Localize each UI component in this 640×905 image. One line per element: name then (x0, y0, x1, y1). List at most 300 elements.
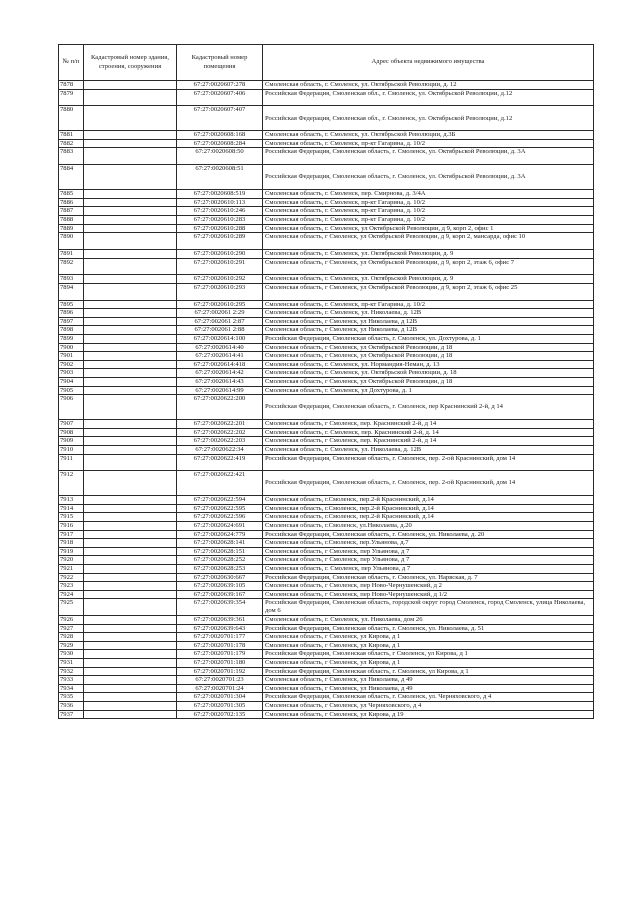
document-page (58, 44, 593, 719)
row-number-cell: 7903 (59, 369, 84, 378)
premises-cadastral-cell: 67:27:002061 2:29 (177, 309, 263, 318)
premises-cadastral-cell: 67:27:0020622:596 (177, 513, 263, 522)
row-number-cell: 7923 (59, 582, 84, 591)
premises-cadastral-cell: 67:27:0020610:292 (177, 275, 263, 284)
table-row (59, 343, 594, 352)
row-number-cell: 7915 (59, 513, 84, 522)
row-number-cell: 7881 (59, 131, 84, 140)
address-cell: Российская Федерация, Смоленская область, городской округ город Смоленск, город Смоленск, улица Николаева, дом 6 (263, 599, 594, 616)
premises-cadastral-cell: 67:27:0020614:418 (177, 360, 263, 369)
building-cadastral-cell (84, 89, 177, 106)
building-cadastral-cell (84, 139, 177, 148)
row-number-cell: 7882 (59, 139, 84, 148)
premises-cadastral-cell: 67:27:0020607:406 (177, 89, 263, 106)
row-number-cell: 7886 (59, 198, 84, 207)
row-number-cell: 7888 (59, 215, 84, 224)
premises-cadastral-cell: 67:27:0020639:361 (177, 616, 263, 625)
address-cell: Российская Федерация, Смоленская область, г. Смоленск, ул. Николаева, д. 51 (263, 624, 594, 633)
address-cell: Российская Федерация, Смоленская область, г. Смоленск, ул. Черняховского, д 4 (263, 693, 594, 702)
building-cadastral-cell (84, 386, 177, 395)
building-cadastral-cell (84, 633, 177, 642)
table-row (59, 445, 594, 454)
building-cadastral-cell (84, 131, 177, 140)
table-row (59, 258, 594, 275)
table-row (59, 352, 594, 361)
row-number-cell: 7898 (59, 326, 84, 335)
building-cadastral-cell (84, 504, 177, 513)
premises-cadastral-cell: 67:27:0020614:100 (177, 335, 263, 344)
table-row (59, 395, 594, 420)
premises-cadastral-cell: 67:27:0020607:407 (177, 106, 263, 131)
premises-cadastral-cell: 67:27:0020701:24 (177, 684, 263, 693)
premises-cadastral-cell: 67:27:0020622:203 (177, 437, 263, 446)
table-row (59, 207, 594, 216)
building-cadastral-cell (84, 395, 177, 420)
table-row (59, 710, 594, 719)
row-number-cell: 7912 (59, 471, 84, 496)
building-cadastral-cell (84, 300, 177, 309)
table-header-row (59, 45, 594, 81)
building-cadastral-cell (84, 106, 177, 131)
building-cadastral-cell (84, 378, 177, 387)
address-cell: Российская Федерация, Смоленская область, г. Смоленск, ул. Николаева, д. 20 (263, 530, 594, 539)
header-building-cadastral: Кадастровый номер здания, строения, сооружения (84, 45, 177, 81)
building-cadastral-cell (84, 233, 177, 250)
table-row (59, 81, 594, 90)
building-cadastral-cell (84, 360, 177, 369)
address-cell: Смоленская область, г.Смоленск, пер.2-й Краснинский, д.14 (263, 504, 594, 513)
premises-cadastral-cell: 67:27:0020622:594 (177, 496, 263, 505)
building-cadastral-cell (84, 283, 177, 300)
building-cadastral-cell (84, 420, 177, 429)
premises-cadastral-cell: 67:27:0020610:289 (177, 233, 263, 250)
premises-cadastral-cell: 67:27:0020614:40 (177, 343, 263, 352)
table-row (59, 198, 594, 207)
building-cadastral-cell (84, 335, 177, 344)
header-premises-cadastral: Кадастровый номер помещения (177, 45, 263, 81)
building-cadastral-cell (84, 693, 177, 702)
row-number-cell: 7908 (59, 428, 84, 437)
address-cell: Смоленская область, г Смоленск, ул Николаева, д 49 (263, 676, 594, 685)
address-cell: Смоленская область, г. Смоленск, пер. Смирнова, д. 3/4А (263, 190, 594, 199)
premises-cadastral-cell: 67:27:0020610:293 (177, 283, 263, 300)
row-number-cell: 7932 (59, 667, 84, 676)
address-cell: Смоленская область, г. Смоленск, ул Дохтурова, д. 1 (263, 386, 594, 395)
row-number-cell: 7917 (59, 530, 84, 539)
building-cadastral-cell (84, 676, 177, 685)
row-number-cell: 7930 (59, 650, 84, 659)
building-cadastral-cell (84, 659, 177, 668)
address-cell: Смоленская область, г Смоленск, ул Октябрьской Революции, д 18 (263, 343, 594, 352)
row-number-cell: 7884 (59, 165, 84, 190)
row-number-cell: 7929 (59, 641, 84, 650)
table-row (59, 590, 594, 599)
building-cadastral-cell (84, 684, 177, 693)
building-cadastral-cell (84, 81, 177, 90)
address-cell: Российская Федерация, Смоленская область, г. Смоленск, пер. 2-ой Краснинский, дом 14 (263, 454, 594, 471)
building-cadastral-cell (84, 428, 177, 437)
premises-cadastral-cell: 67:27:0020639:105 (177, 582, 263, 591)
premises-cadastral-cell: 67:27:0020622:200 (177, 395, 263, 420)
premises-cadastral-cell: 67:27:0020614:99 (177, 386, 263, 395)
table-row (59, 317, 594, 326)
address-cell: Смоленская область, г Смоленск, пер. Краснинский 2-й, д 14 (263, 437, 594, 446)
row-number-cell: 7914 (59, 504, 84, 513)
row-number-cell: 7910 (59, 445, 84, 454)
premises-cadastral-cell: 67:27:0020610:295 (177, 300, 263, 309)
premises-cadastral-cell: 67:27:0020701:305 (177, 702, 263, 711)
premises-cadastral-cell: 67:27:0020610:246 (177, 207, 263, 216)
building-cadastral-cell (84, 445, 177, 454)
table-row (59, 676, 594, 685)
table-row (59, 428, 594, 437)
address-cell: Смоленская область, г Смоленск, ул Кирова, д 19 (263, 710, 594, 719)
row-number-cell: 7927 (59, 624, 84, 633)
table-row (59, 215, 594, 224)
row-number-cell: 7879 (59, 89, 84, 106)
address-cell: Смоленская область, г. Смоленск, ул. Октябрьской Революции, д.3Б (263, 131, 594, 140)
row-number-cell: 7892 (59, 258, 84, 275)
premises-cadastral-cell: 67:27:0020614:42 (177, 369, 263, 378)
table-row (59, 360, 594, 369)
table-row (59, 650, 594, 659)
table-row (59, 386, 594, 395)
premises-cadastral-cell: 67:27:0020608:284 (177, 139, 263, 148)
address-cell: Смоленская область, г.Смоленск, ул.Николаева, д.20 (263, 521, 594, 530)
table-row (59, 233, 594, 250)
address-cell: Смоленская область, г. Смоленск, пр-кт Гагарина, д. 10/2 (263, 207, 594, 216)
building-cadastral-cell (84, 710, 177, 719)
table-row (59, 659, 594, 668)
address-cell: Смоленская область, г Смоленск, ул Октябрьской Революции, д 18 (263, 352, 594, 361)
row-number-cell: 7878 (59, 81, 84, 90)
table-row (59, 513, 594, 522)
address-cell: Российская Федерация, Смоленская область, г. Смоленск, ул. Нарвская, д. 7 (263, 573, 594, 582)
building-cadastral-cell (84, 667, 177, 676)
table-row (59, 702, 594, 711)
building-cadastral-cell (84, 309, 177, 318)
table-row (59, 496, 594, 505)
row-number-cell: 7935 (59, 693, 84, 702)
building-cadastral-cell (84, 641, 177, 650)
address-cell: Смоленская область, г. Смоленск, ул Октябрьской Революции, д 9, корп 2, офис 1 (263, 224, 594, 233)
table-row (59, 504, 594, 513)
address-cell: Смоленская область, г Смоленск, ул Октябрьской Революции, д 9, корп 2, этаж 6, офис 25 (263, 283, 594, 300)
table-row (59, 667, 594, 676)
building-cadastral-cell (84, 215, 177, 224)
table-row (59, 530, 594, 539)
building-cadastral-cell (84, 521, 177, 530)
address-cell: Смоленская область, г Смоленск, ул Кирова, д 1 (263, 633, 594, 642)
premises-cadastral-cell: 67:27:0020701:180 (177, 659, 263, 668)
address-cell: Смоленская область, г. Смоленск, ул. Нормандия-Неман, д. 13 (263, 360, 594, 369)
row-number-cell: 7916 (59, 521, 84, 530)
address-cell: Смоленская область, г Смоленск, ул Николаева, д 12В (263, 317, 594, 326)
building-cadastral-cell (84, 437, 177, 446)
premises-cadastral-cell: 67:27:0020628:151 (177, 547, 263, 556)
building-cadastral-cell (84, 190, 177, 199)
address-cell: Смоленская область, г Смоленск, пер. Краснинский 2-й, д 14 (263, 420, 594, 429)
premises-cadastral-cell: 67:27:0020639:643 (177, 624, 263, 633)
building-cadastral-cell (84, 369, 177, 378)
table-row (59, 641, 594, 650)
building-cadastral-cell (84, 317, 177, 326)
table-row (59, 378, 594, 387)
premises-cadastral-cell: 67:27:0020610:291 (177, 258, 263, 275)
address-cell: Российская Федерация, Смоленская область, г. Смоленск, ул Кирова, д 1 (263, 667, 594, 676)
premises-cadastral-cell: 67:27:0020701:23 (177, 676, 263, 685)
address-cell: Смоленская область, г. Смоленск, ул. Октябрьской Революции, д. 18 (263, 369, 594, 378)
row-number-cell: 7901 (59, 352, 84, 361)
building-cadastral-cell (84, 343, 177, 352)
row-number-cell: 7934 (59, 684, 84, 693)
premises-cadastral-cell: 67:27:0020614:41 (177, 352, 263, 361)
row-number-cell: 7893 (59, 275, 84, 284)
table-row (59, 89, 594, 106)
row-number-cell: 7900 (59, 343, 84, 352)
table-row (59, 539, 594, 548)
premises-cadastral-cell: 67:27:0020610:290 (177, 249, 263, 258)
premises-cadastral-cell: 67:27:0020701:177 (177, 633, 263, 642)
address-cell: Смоленская область, г. Смоленск, ул. Октябрьской Революции, д. 9 (263, 275, 594, 284)
address-cell: Российская Федерация, Смоленская область, г. Смоленск, пер. 2-ой Краснинский, дом 14 (263, 471, 594, 496)
row-number-cell: 7936 (59, 702, 84, 711)
address-cell: Смоленская область, г. Смоленск, ул. Николаева, д. 12В (263, 309, 594, 318)
address-cell: Смоленская область, г. Смоленск, пр-кт Гагарина, д. 10/2 (263, 215, 594, 224)
premises-cadastral-cell: 67:27:0020701:304 (177, 693, 263, 702)
table-row (59, 335, 594, 344)
address-cell: Смоленская область, г. Смоленск, ул. Октябрьской Революции, д. 12 (263, 81, 594, 90)
row-number-cell: 7895 (59, 300, 84, 309)
address-cell: Смоленская область, г Смоленск, ул Октябрьской Революции, д 18 (263, 378, 594, 387)
row-number-cell: 7902 (59, 360, 84, 369)
premises-cadastral-cell: 67:27:0020622:201 (177, 420, 263, 429)
premises-cadastral-cell: 67:27:0020610:283 (177, 215, 263, 224)
premises-cadastral-cell: 67:27:0020628:253 (177, 564, 263, 573)
address-cell: Смоленская область, г. Смоленск, ул. Николаева, дом 26 (263, 616, 594, 625)
row-number-cell: 7890 (59, 233, 84, 250)
address-cell: Смоленская область, г.Смоленск, пер.2-й Краснинский, д.14 (263, 496, 594, 505)
address-cell: Смоленская область, г.Смоленск, пер.2-й Краснинский, д.14 (263, 513, 594, 522)
table-row (59, 556, 594, 565)
building-cadastral-cell (84, 249, 177, 258)
table-row (59, 165, 594, 190)
address-cell: Российская Федерация, Смоленская обл., г. Смоленск, ул. Октябрьской Революции, д.12 (263, 89, 594, 106)
address-cell: Смоленская область, г Смоленск, пер Ново-Чернушенский, д 1/2 (263, 590, 594, 599)
premises-cadastral-cell: 67:27:0020624:779 (177, 530, 263, 539)
row-number-cell: 7926 (59, 616, 84, 625)
building-cadastral-cell (84, 513, 177, 522)
table-body (59, 81, 594, 719)
address-cell: Смоленская область, г Смоленск, пер Ново-Чернушенский, д 2 (263, 582, 594, 591)
premises-cadastral-cell: 67:27:0020607:278 (177, 81, 263, 90)
address-cell: Смоленская область, г. Смоленск, пр-кт Гагарина, д. 10/2 (263, 300, 594, 309)
table-row (59, 309, 594, 318)
address-cell: Российская Федерация, Смоленская область, г. Смоленск, пер Краснинский 2-й, д 14 (263, 395, 594, 420)
building-cadastral-cell (84, 582, 177, 591)
row-number-cell: 7933 (59, 676, 84, 685)
address-cell: Смоленская область, г. Смоленск, пр-кт Гагарина, д. 10/2 (263, 198, 594, 207)
row-number-cell: 7880 (59, 106, 84, 131)
header-number: № п/п (59, 45, 84, 81)
building-cadastral-cell (84, 496, 177, 505)
building-cadastral-cell (84, 471, 177, 496)
table-row (59, 420, 594, 429)
row-number-cell: 7937 (59, 710, 84, 719)
address-cell: Смоленская область, г. Смоленск, ул. Николаева, д. 12В (263, 445, 594, 454)
row-number-cell: 7885 (59, 190, 84, 199)
row-number-cell: 7925 (59, 599, 84, 616)
row-number-cell: 7911 (59, 454, 84, 471)
premises-cadastral-cell: 67:27:0020610:113 (177, 198, 263, 207)
premises-cadastral-cell: 67:27:0020608:519 (177, 190, 263, 199)
building-cadastral-cell (84, 224, 177, 233)
table-row (59, 582, 594, 591)
property-register-table (58, 44, 594, 719)
building-cadastral-cell (84, 198, 177, 207)
premises-cadastral-cell: 67:27:0020639:354 (177, 599, 263, 616)
premises-cadastral-cell: 67:27:0020622:419 (177, 454, 263, 471)
premises-cadastral-cell: 67:27:0020630:667 (177, 573, 263, 582)
table-row (59, 190, 594, 199)
table-row (59, 471, 594, 496)
premises-cadastral-cell: 67:27:0020701:179 (177, 650, 263, 659)
row-number-cell: 7921 (59, 564, 84, 573)
header-address: Адрес объекта недвижимого имущества (263, 45, 594, 81)
address-cell: Смоленская область, г Смоленск, ул Кирова, д 1 (263, 641, 594, 650)
table-row (59, 454, 594, 471)
building-cadastral-cell (84, 352, 177, 361)
building-cadastral-cell (84, 702, 177, 711)
row-number-cell: 7897 (59, 317, 84, 326)
premises-cadastral-cell: 67:27:002061 2:88 (177, 326, 263, 335)
premises-cadastral-cell: 67:27:0020622:34 (177, 445, 263, 454)
building-cadastral-cell (84, 616, 177, 625)
address-cell: Смоленская область, г Смоленск, ул Октябрьской Революции, д 9, корп 2, мансарда, офис 10 (263, 233, 594, 250)
address-cell: Смоленская область, г. Смоленск, пр-кт Гагарина, д. 10/2 (263, 139, 594, 148)
row-number-cell: 7887 (59, 207, 84, 216)
address-cell: Российская Федерация, Смоленская область, г. Смоленск, ул. Октябрьской Революции, д. 3А (263, 165, 594, 190)
address-cell: Смоленская область, г. Смоленск, пер Ульянова, д 7 (263, 564, 594, 573)
address-cell: Смоленская область, г Смоленск, ул Николаева, д 49 (263, 684, 594, 693)
address-cell: Смоленская область, г Смоленск, ул Октябрьской Революции, д 9, корп 2, этаж 6, офис 7 (263, 258, 594, 275)
row-number-cell: 7907 (59, 420, 84, 429)
table-row (59, 369, 594, 378)
row-number-cell: 7924 (59, 590, 84, 599)
premises-cadastral-cell: 67:27:0020701:192 (177, 667, 263, 676)
building-cadastral-cell (84, 326, 177, 335)
building-cadastral-cell (84, 258, 177, 275)
premises-cadastral-cell: 67:27:0020614:43 (177, 378, 263, 387)
row-number-cell: 7931 (59, 659, 84, 668)
row-number-cell: 7899 (59, 335, 84, 344)
building-cadastral-cell (84, 539, 177, 548)
premises-cadastral-cell: 67:27:0020610:288 (177, 224, 263, 233)
table-row (59, 616, 594, 625)
premises-cadastral-cell: 67:27:0020608:51 (177, 165, 263, 190)
premises-cadastral-cell: 67:27:0020622:595 (177, 504, 263, 513)
row-number-cell: 7896 (59, 309, 84, 318)
address-cell: Смоленская область, г Смоленск, пер Ульянова, д 7 (263, 556, 594, 565)
row-number-cell: 7922 (59, 573, 84, 582)
table-row (59, 275, 594, 284)
building-cadastral-cell (84, 165, 177, 190)
row-number-cell: 7918 (59, 539, 84, 548)
row-number-cell: 7891 (59, 249, 84, 258)
premises-cadastral-cell: 67:27:0020608:50 (177, 148, 263, 165)
premises-cadastral-cell: 67:27:0020701:178 (177, 641, 263, 650)
row-number-cell: 7909 (59, 437, 84, 446)
table-row (59, 599, 594, 616)
address-cell: Смоленская область, г. Смоленск, пер. Краснинский 2-й, д. 14 (263, 428, 594, 437)
row-number-cell: 7883 (59, 148, 84, 165)
building-cadastral-cell (84, 624, 177, 633)
premises-cadastral-cell: 67:27:0020608:168 (177, 131, 263, 140)
table-row (59, 224, 594, 233)
table-row (59, 249, 594, 258)
row-number-cell: 7904 (59, 378, 84, 387)
row-number-cell: 7913 (59, 496, 84, 505)
address-cell: Смоленская область, г. Смоленск, ул. Октябрьской Революции, д. 9 (263, 249, 594, 258)
table-row (59, 573, 594, 582)
table-row (59, 521, 594, 530)
table-row (59, 564, 594, 573)
row-number-cell: 7906 (59, 395, 84, 420)
row-number-cell: 7920 (59, 556, 84, 565)
row-number-cell: 7894 (59, 283, 84, 300)
table-row (59, 283, 594, 300)
table-row (59, 326, 594, 335)
premises-cadastral-cell: 67:27:002061 2:87 (177, 317, 263, 326)
building-cadastral-cell (84, 599, 177, 616)
address-cell: Российская Федерация, Смоленская область, г Смоленск, ул Кирова, д 1 (263, 650, 594, 659)
building-cadastral-cell (84, 547, 177, 556)
table-row (59, 547, 594, 556)
table-row (59, 684, 594, 693)
building-cadastral-cell (84, 275, 177, 284)
table-row (59, 131, 594, 140)
table-row (59, 624, 594, 633)
address-cell: Российская Федерация, Смоленская область, г. Смоленск, ул. Октябрьской Революции, д. 3А (263, 148, 594, 165)
premises-cadastral-cell: 67:27:0020624:691 (177, 521, 263, 530)
table-row (59, 693, 594, 702)
building-cadastral-cell (84, 564, 177, 573)
row-number-cell: 7919 (59, 547, 84, 556)
building-cadastral-cell (84, 590, 177, 599)
premises-cadastral-cell: 67:27:0020628:141 (177, 539, 263, 548)
building-cadastral-cell (84, 454, 177, 471)
address-cell: Смоленская область, г Смоленск, ул Николаева, д 12В (263, 326, 594, 335)
table-row (59, 633, 594, 642)
table-row (59, 106, 594, 131)
building-cadastral-cell (84, 148, 177, 165)
building-cadastral-cell (84, 207, 177, 216)
row-number-cell: 7905 (59, 386, 84, 395)
table-row (59, 300, 594, 309)
table-row (59, 148, 594, 165)
premises-cadastral-cell: 67:27:0020622:421 (177, 471, 263, 496)
address-cell: Смоленская область, г Смоленск, ул Кирова, д 1 (263, 659, 594, 668)
building-cadastral-cell (84, 573, 177, 582)
building-cadastral-cell (84, 556, 177, 565)
table-row (59, 437, 594, 446)
address-cell: Смоленская область, г Смоленск, пер Ульянова, д 7 (263, 547, 594, 556)
building-cadastral-cell (84, 530, 177, 539)
address-cell: Смоленская область, г Смоленск, ул Черняховского, д 4 (263, 702, 594, 711)
premises-cadastral-cell: 67:27:0020622:202 (177, 428, 263, 437)
address-cell: Российская Федерация, Смоленская обл., г. Смоленск, ул. Октябрьской Революции, д.12 (263, 106, 594, 131)
row-number-cell: 7889 (59, 224, 84, 233)
